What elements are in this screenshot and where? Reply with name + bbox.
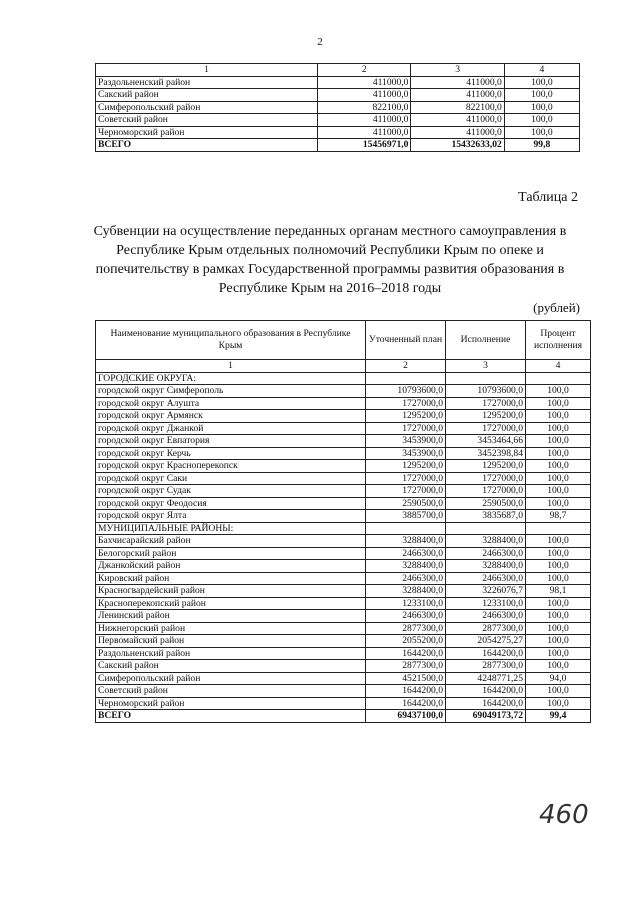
row-plan: 3453900,0 xyxy=(366,435,446,448)
row-execution: 1233100,0 xyxy=(446,597,526,610)
column-header-plan: Уточненный план xyxy=(366,321,446,360)
row-plan: 2466300,0 xyxy=(366,610,446,623)
row-plan: 4521500,0 xyxy=(366,672,446,685)
empty-cell xyxy=(366,522,446,535)
row-name: Симферопольский район xyxy=(96,672,366,685)
row-plan: 2590500,0 xyxy=(366,497,446,510)
table-row xyxy=(96,622,591,635)
column-header-name: Наименование муниципального образования в Республике Крым xyxy=(96,321,366,360)
row-execution: 411000,0 xyxy=(411,114,504,127)
table-row xyxy=(96,635,591,648)
row-plan: 2055200,0 xyxy=(366,635,446,648)
table-row xyxy=(96,101,580,114)
row-plan: 1644200,0 xyxy=(366,685,446,698)
row-execution: 2466300,0 xyxy=(446,547,526,560)
column-number: 4 xyxy=(504,64,579,77)
row-execution: 411000,0 xyxy=(411,76,504,89)
table-row xyxy=(96,547,591,560)
row-percent: 100,0 xyxy=(526,685,591,698)
row-percent: 100,0 xyxy=(526,460,591,473)
row-name: городской округ Евпатория xyxy=(96,435,366,448)
row-name: Черноморский район xyxy=(96,126,318,139)
row-percent: 100,0 xyxy=(526,635,591,648)
table-row xyxy=(96,422,591,435)
row-plan: 10793600,0 xyxy=(366,385,446,398)
empty-cell xyxy=(446,372,526,385)
table-row xyxy=(96,410,591,423)
row-percent: 100,0 xyxy=(504,114,579,127)
handwritten-note-text: 460 xyxy=(539,800,589,830)
row-name: городской округ Армянск xyxy=(96,410,366,423)
row-percent: 100,0 xyxy=(504,101,579,114)
table-row xyxy=(96,497,591,510)
row-name: Бахчисарайский район xyxy=(96,535,366,548)
row-percent: 100,0 xyxy=(526,435,591,448)
row-name: городской округ Керчь xyxy=(96,447,366,460)
row-execution: 1727000,0 xyxy=(446,485,526,498)
row-execution: 2877300,0 xyxy=(446,622,526,635)
row-execution: 1727000,0 xyxy=(446,472,526,485)
row-percent: 100,0 xyxy=(504,89,579,102)
row-plan: 1727000,0 xyxy=(366,485,446,498)
row-name: Ленинский район xyxy=(96,610,366,623)
row-execution: 2590500,0 xyxy=(446,497,526,510)
table-row xyxy=(96,572,591,585)
row-plan: 1727000,0 xyxy=(366,397,446,410)
column-number: 3 xyxy=(446,360,526,373)
row-plan: 1727000,0 xyxy=(366,472,446,485)
row-percent: 100,0 xyxy=(526,385,591,398)
row-name: городской округ Ялта xyxy=(96,510,366,523)
row-plan: 1727000,0 xyxy=(366,422,446,435)
table-label: Таблица 2 xyxy=(518,190,578,205)
row-percent: 100,0 xyxy=(526,560,591,573)
section-row xyxy=(96,372,591,385)
row-execution: 1644200,0 xyxy=(446,647,526,660)
row-name: Нижнегорский район xyxy=(96,622,366,635)
table-row xyxy=(96,510,591,523)
row-plan: 15456971,0 xyxy=(318,139,411,152)
row-name: Красноперекопский район xyxy=(96,597,366,610)
row-name: городской округ Джанкой xyxy=(96,422,366,435)
row-name: Белогорский район xyxy=(96,547,366,560)
row-percent: 100,0 xyxy=(526,422,591,435)
row-name: ВСЕГО xyxy=(96,139,318,152)
table-row xyxy=(96,585,591,598)
table-row xyxy=(96,610,591,623)
table-row xyxy=(96,685,591,698)
row-name: городской округ Алушта xyxy=(96,397,366,410)
row-plan: 2877300,0 xyxy=(366,660,446,673)
row-percent: 100,0 xyxy=(526,447,591,460)
row-execution: 1295200,0 xyxy=(446,410,526,423)
column-number: 2 xyxy=(366,360,446,373)
row-execution: 1727000,0 xyxy=(446,422,526,435)
row-name: Симферопольский район xyxy=(96,101,318,114)
row-name: городской округ Красноперекопск xyxy=(96,460,366,473)
row-percent: 100,0 xyxy=(526,497,591,510)
total-row xyxy=(96,710,591,723)
row-percent: 100,0 xyxy=(526,660,591,673)
table-continuation xyxy=(95,63,580,152)
row-execution: 411000,0 xyxy=(411,89,504,102)
table-row xyxy=(96,460,591,473)
row-plan: 411000,0 xyxy=(318,76,411,89)
empty-cell xyxy=(366,372,446,385)
row-plan: 69437100,0 xyxy=(366,710,446,723)
row-name: Сакский район xyxy=(96,660,366,673)
table-row xyxy=(96,660,591,673)
row-name: городской округ Симферополь xyxy=(96,385,366,398)
row-name: Первомайский район xyxy=(96,635,366,648)
row-percent: 99,4 xyxy=(526,710,591,723)
table-caption: Субвенции на осуществление переданных органам местного самоуправления в Республике Крым отдельных полномочий Республики Крым по опеке и попечительству в рамках Государственной программы развития образования в Республике Крым на 2016–2018 годы xyxy=(93,224,567,296)
row-name: Сакский район xyxy=(96,89,318,102)
empty-cell xyxy=(526,372,591,385)
row-percent: 100,0 xyxy=(526,547,591,560)
column-number-row xyxy=(96,64,580,77)
row-percent: 100,0 xyxy=(526,697,591,710)
row-execution: 4248771,25 xyxy=(446,672,526,685)
row-plan: 1233100,0 xyxy=(366,597,446,610)
column-header-percent: Процент исполнения xyxy=(526,321,591,360)
row-execution: 69049173,72 xyxy=(446,710,526,723)
row-execution: 3835687,0 xyxy=(446,510,526,523)
subvention-table xyxy=(95,320,591,723)
row-name: городской округ Феодосия xyxy=(96,497,366,510)
row-name: городской округ Судак xyxy=(96,485,366,498)
handwritten-page-number xyxy=(537,795,597,831)
row-plan: 822100,0 xyxy=(318,101,411,114)
row-plan: 411000,0 xyxy=(318,114,411,127)
row-execution: 3288400,0 xyxy=(446,535,526,548)
table-row xyxy=(96,447,591,460)
row-plan: 411000,0 xyxy=(318,89,411,102)
row-plan: 1644200,0 xyxy=(366,647,446,660)
section-title: МУНИЦИПАЛЬНЫЕ РАЙОНЫ: xyxy=(96,522,366,535)
units-label: (рублей) xyxy=(533,300,580,315)
row-execution: 2466300,0 xyxy=(446,610,526,623)
row-percent: 100,0 xyxy=(504,76,579,89)
table-row xyxy=(96,397,591,410)
row-percent: 98,1 xyxy=(526,585,591,598)
row-plan: 3288400,0 xyxy=(366,535,446,548)
row-percent: 100,0 xyxy=(526,410,591,423)
table-row xyxy=(96,560,591,573)
table-row xyxy=(96,89,580,102)
row-execution: 15432633,02 xyxy=(411,139,504,152)
row-plan: 3288400,0 xyxy=(366,560,446,573)
column-number: 2 xyxy=(318,64,411,77)
row-percent: 100,0 xyxy=(526,647,591,660)
table-row xyxy=(96,114,580,127)
row-percent: 100,0 xyxy=(526,397,591,410)
row-execution: 10793600,0 xyxy=(446,385,526,398)
table-header-row xyxy=(96,321,591,360)
row-execution: 3226076,7 xyxy=(446,585,526,598)
row-percent: 100,0 xyxy=(526,572,591,585)
row-percent: 98,7 xyxy=(526,510,591,523)
row-percent: 99,8 xyxy=(504,139,579,152)
row-plan: 3885700,0 xyxy=(366,510,446,523)
row-percent: 100,0 xyxy=(526,622,591,635)
total-row xyxy=(96,139,580,152)
row-percent: 100,0 xyxy=(526,535,591,548)
row-percent: 100,0 xyxy=(526,597,591,610)
row-percent: 100,0 xyxy=(526,610,591,623)
row-percent: 94,0 xyxy=(526,672,591,685)
column-number: 1 xyxy=(96,64,318,77)
row-plan: 411000,0 xyxy=(318,126,411,139)
table-row xyxy=(96,472,591,485)
row-name: Раздольненский район xyxy=(96,647,366,660)
table-row xyxy=(96,76,580,89)
column-header-execution: Исполнение xyxy=(446,321,526,360)
row-execution: 2466300,0 xyxy=(446,572,526,585)
row-name: Красногвардейский район xyxy=(96,585,366,598)
row-name: Черноморский район xyxy=(96,697,366,710)
row-plan: 1295200,0 xyxy=(366,460,446,473)
column-number: 1 xyxy=(96,360,366,373)
row-plan: 1644200,0 xyxy=(366,697,446,710)
row-execution: 2877300,0 xyxy=(446,660,526,673)
column-number-row xyxy=(96,360,591,373)
row-name: Советский район xyxy=(96,114,318,127)
table-row xyxy=(96,672,591,685)
row-execution: 411000,0 xyxy=(411,126,504,139)
empty-cell xyxy=(446,522,526,535)
row-execution: 1295200,0 xyxy=(446,460,526,473)
row-execution: 2054275,27 xyxy=(446,635,526,648)
row-percent: 100,0 xyxy=(504,126,579,139)
section-row xyxy=(96,522,591,535)
column-number: 3 xyxy=(411,64,504,77)
row-execution: 3288400,0 xyxy=(446,560,526,573)
row-plan: 3453900,0 xyxy=(366,447,446,460)
row-execution: 3452398,84 xyxy=(446,447,526,460)
row-percent: 100,0 xyxy=(526,472,591,485)
row-name: городской округ Саки xyxy=(96,472,366,485)
row-execution: 822100,0 xyxy=(411,101,504,114)
row-name: Кировский район xyxy=(96,572,366,585)
section-title: ГОРОДСКИЕ ОКРУГА: xyxy=(96,372,366,385)
empty-cell xyxy=(526,522,591,535)
table-row xyxy=(96,385,591,398)
table-row xyxy=(96,485,591,498)
table-row xyxy=(96,697,591,710)
table-row xyxy=(96,435,591,448)
row-plan: 1295200,0 xyxy=(366,410,446,423)
row-execution: 1727000,0 xyxy=(446,397,526,410)
row-name: ВСЕГО xyxy=(96,710,366,723)
row-plan: 2466300,0 xyxy=(366,572,446,585)
row-plan: 2877300,0 xyxy=(366,622,446,635)
table-row xyxy=(96,535,591,548)
row-name: Джанкойский район xyxy=(96,560,366,573)
row-execution: 3453464,66 xyxy=(446,435,526,448)
column-number: 4 xyxy=(526,360,591,373)
row-percent: 100,0 xyxy=(526,485,591,498)
table-row xyxy=(96,597,591,610)
row-name: Советский район xyxy=(96,685,366,698)
page-number: 2 xyxy=(317,36,323,48)
row-plan: 2466300,0 xyxy=(366,547,446,560)
row-execution: 1644200,0 xyxy=(446,685,526,698)
row-plan: 3288400,0 xyxy=(366,585,446,598)
row-execution: 1644200,0 xyxy=(446,697,526,710)
row-name: Раздольненский район xyxy=(96,76,318,89)
table-row xyxy=(96,647,591,660)
table-row xyxy=(96,126,580,139)
